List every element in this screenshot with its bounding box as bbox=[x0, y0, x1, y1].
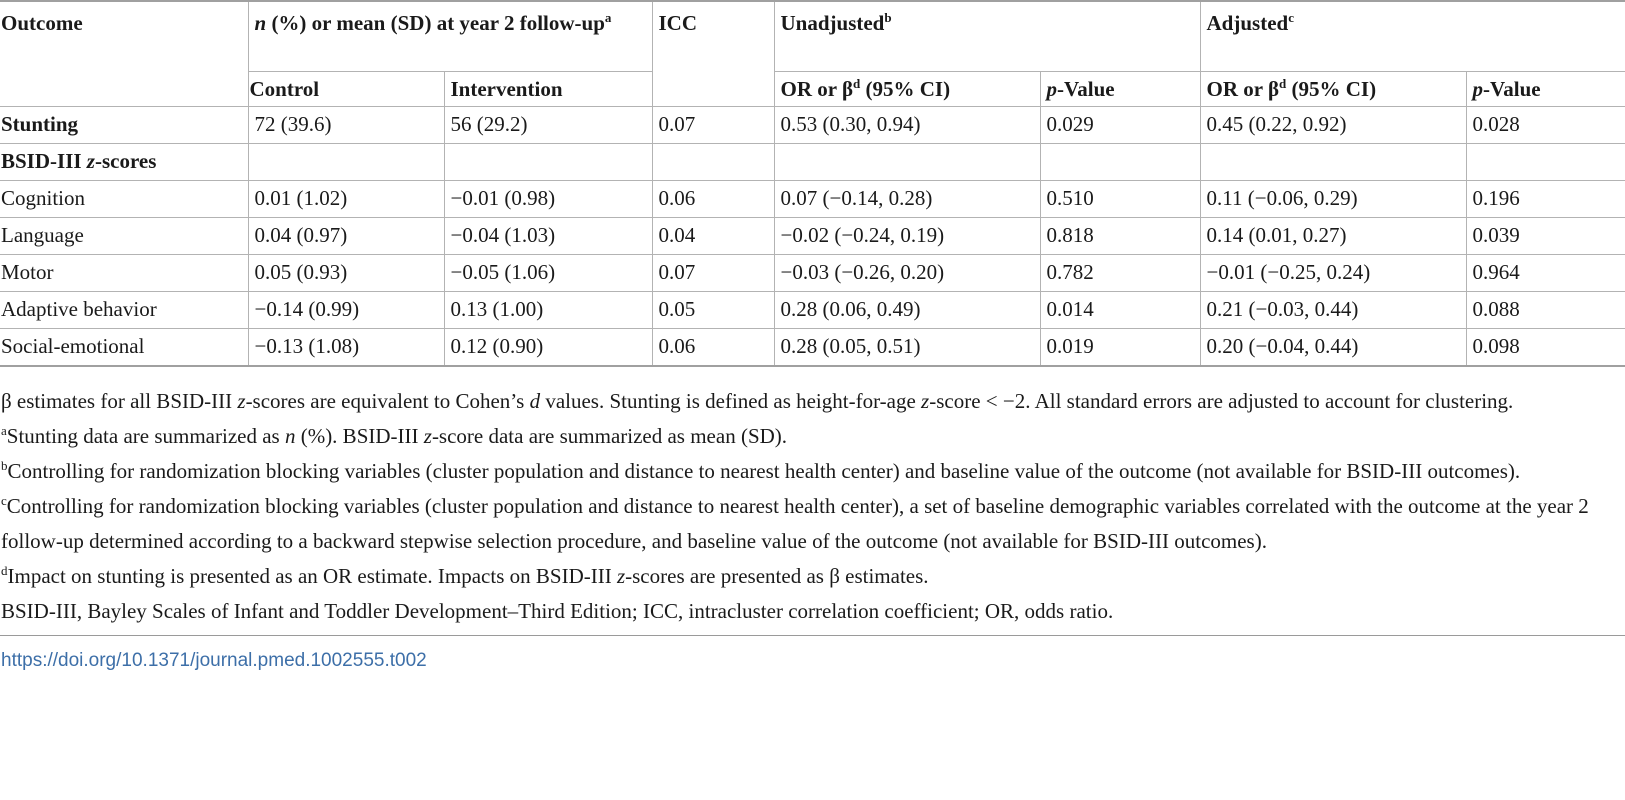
empty-cell bbox=[1040, 144, 1200, 181]
cell-adj-pvalue: 0.098 bbox=[1466, 329, 1625, 367]
header-icc: ICC bbox=[652, 1, 774, 107]
cell-unadj-estimate: −0.02 (−0.24, 0.19) bbox=[774, 218, 1040, 255]
cell-control: −0.13 (1.08) bbox=[248, 329, 444, 367]
cell-adj-pvalue: 0.028 bbox=[1466, 107, 1625, 144]
cell-unadj-pvalue: 0.818 bbox=[1040, 218, 1200, 255]
table-row-social-emotional bbox=[0, 329, 1625, 367]
footnote-d: $^d$Impact on stunting is presented as an OR estimate. Impacts on BSID-III z-scores are presented as β estimates. bbox=[1, 563, 929, 588]
header-unadjusted: Unadjusted$^b$ bbox=[774, 1, 1200, 72]
footnote-a: $^a$Stunting data are summarized as n (%). BSID-III z-score data are summarized as mean (SD). bbox=[1, 423, 788, 448]
cell-icc: 0.06 bbox=[652, 329, 774, 367]
empty-cell bbox=[774, 144, 1040, 181]
cell-intervention: 56 (29.2) bbox=[444, 107, 652, 144]
cell-control: −0.14 (0.99) bbox=[248, 292, 444, 329]
cell-unadj-estimate: 0.53 (0.30, 0.94) bbox=[774, 107, 1040, 144]
header-unadj-pvalue: p-Value bbox=[1040, 72, 1200, 107]
cell-icc: 0.07 bbox=[652, 107, 774, 144]
header-adj-estimate: OR or $\beta^d$ (95% CI) bbox=[1200, 72, 1466, 107]
cell-unadj-estimate: 0.28 (0.05, 0.51) bbox=[774, 329, 1040, 367]
cell-unadj-estimate: 0.07 (−0.14, 0.28) bbox=[774, 181, 1040, 218]
table-row-section-bsid bbox=[0, 144, 1625, 181]
empty-cell bbox=[1466, 144, 1625, 181]
row-label: Stunting bbox=[0, 107, 248, 144]
cell-control: 72 (39.6) bbox=[248, 107, 444, 144]
cell-adj-estimate: 0.45 (0.22, 0.92) bbox=[1200, 107, 1466, 144]
header-outcome: Outcome bbox=[0, 1, 248, 107]
row-label: Language bbox=[0, 218, 248, 255]
cell-adj-pvalue: 0.039 bbox=[1466, 218, 1625, 255]
cell-unadj-pvalue: 0.029 bbox=[1040, 107, 1200, 144]
header-adj-pvalue: p-Value bbox=[1466, 72, 1625, 107]
table-row-cognition bbox=[0, 181, 1625, 218]
table-row-language bbox=[0, 218, 1625, 255]
cell-intervention: −0.01 (0.98) bbox=[444, 181, 652, 218]
footnote-general: β estimates for all BSID-III z-scores are equivalent to Cohen’s d values. Stunting is defined as height-for-age z-score < −2. All standard errors are adjusted to account for clustering. bbox=[1, 389, 1514, 413]
cell-intervention: 0.12 (0.90) bbox=[444, 329, 652, 367]
cell-unadj-pvalue: 0.019 bbox=[1040, 329, 1200, 367]
cell-icc: 0.04 bbox=[652, 218, 774, 255]
cell-adj-estimate: 0.20 (−0.04, 0.44) bbox=[1200, 329, 1466, 367]
row-label: Motor bbox=[0, 255, 248, 292]
cell-control: 0.05 (0.93) bbox=[248, 255, 444, 292]
table-row-motor bbox=[0, 255, 1625, 292]
row-label: Cognition bbox=[0, 181, 248, 218]
cell-adj-estimate: 0.21 (−0.03, 0.44) bbox=[1200, 292, 1466, 329]
cell-adj-estimate: 0.14 (0.01, 0.27) bbox=[1200, 218, 1466, 255]
cell-adj-estimate: 0.11 (−0.06, 0.29) bbox=[1200, 181, 1466, 218]
footnote-b: $^b$Controlling for randomization blocking variables (cluster population and distance to nearest health center) and baseline value of the outcome (not available for BSID-III outcomes). bbox=[1, 458, 1521, 483]
table-row-adaptive-behavior bbox=[0, 292, 1625, 329]
cell-adj-pvalue: 0.196 bbox=[1466, 181, 1625, 218]
cell-control: 0.04 (0.97) bbox=[248, 218, 444, 255]
cell-adj-pvalue: 0.964 bbox=[1466, 255, 1625, 292]
footnote-abbreviations: BSID-III, Bayley Scales of Infant and Toddler Development–Third Edition; ICC, intracluster correlation coefficient; OR, odds ratio. bbox=[1, 599, 1114, 623]
empty-cell bbox=[1200, 144, 1466, 181]
section-label: BSID-III z-scores bbox=[0, 144, 248, 181]
header-adjusted: Adjusted$^c$ bbox=[1200, 1, 1625, 72]
empty-cell bbox=[652, 144, 774, 181]
footnote-c: $^c$Controlling for randomization blocking variables (cluster population and distance to nearest health center), a set of baseline demographic variables correlated with the outcome at the year 2 follow-up determined according to a backward stepwise selection procedure, and baseline value of the outcome (not available for BSID-III outcomes). bbox=[1, 493, 1589, 553]
doi-link[interactable]: https://doi.org/10.1371/journal.pmed.1002555.t002 bbox=[1, 650, 427, 671]
cell-icc: 0.06 bbox=[652, 181, 774, 218]
cell-unadj-pvalue: 0.782 bbox=[1040, 255, 1200, 292]
cell-unadj-estimate: −0.03 (−0.26, 0.20) bbox=[774, 255, 1040, 292]
cell-unadj-pvalue: 0.510 bbox=[1040, 181, 1200, 218]
row-label: Social-emotional bbox=[0, 329, 248, 367]
table-footnotes bbox=[0, 367, 1621, 629]
cell-intervention: 0.13 (1.00) bbox=[444, 292, 652, 329]
results-table bbox=[0, 0, 1625, 367]
empty-cell bbox=[444, 144, 652, 181]
cell-icc: 0.05 bbox=[652, 292, 774, 329]
empty-cell bbox=[248, 144, 444, 181]
header-unadj-estimate: OR or $\beta^d$ (95% CI) bbox=[774, 72, 1040, 107]
table-row-stunting bbox=[0, 107, 1625, 144]
cell-unadj-estimate: 0.28 (0.06, 0.49) bbox=[774, 292, 1040, 329]
header-row-top bbox=[0, 1, 1625, 72]
cell-adj-estimate: −0.01 (−0.25, 0.24) bbox=[1200, 255, 1466, 292]
cell-adj-pvalue: 0.088 bbox=[1466, 292, 1625, 329]
cell-intervention: −0.04 (1.03) bbox=[444, 218, 652, 255]
row-label: Adaptive behavior bbox=[0, 292, 248, 329]
cell-icc: 0.07 bbox=[652, 255, 774, 292]
header-group-main: n (%) or mean (SD) at year 2 follow-$up^a$ bbox=[248, 1, 652, 72]
cell-unadj-pvalue: 0.014 bbox=[1040, 292, 1200, 329]
header-intervention: Intervention bbox=[444, 72, 652, 107]
header-control: Control bbox=[248, 72, 444, 107]
cell-control: 0.01 (1.02) bbox=[248, 181, 444, 218]
cell-intervention: −0.05 (1.06) bbox=[444, 255, 652, 292]
